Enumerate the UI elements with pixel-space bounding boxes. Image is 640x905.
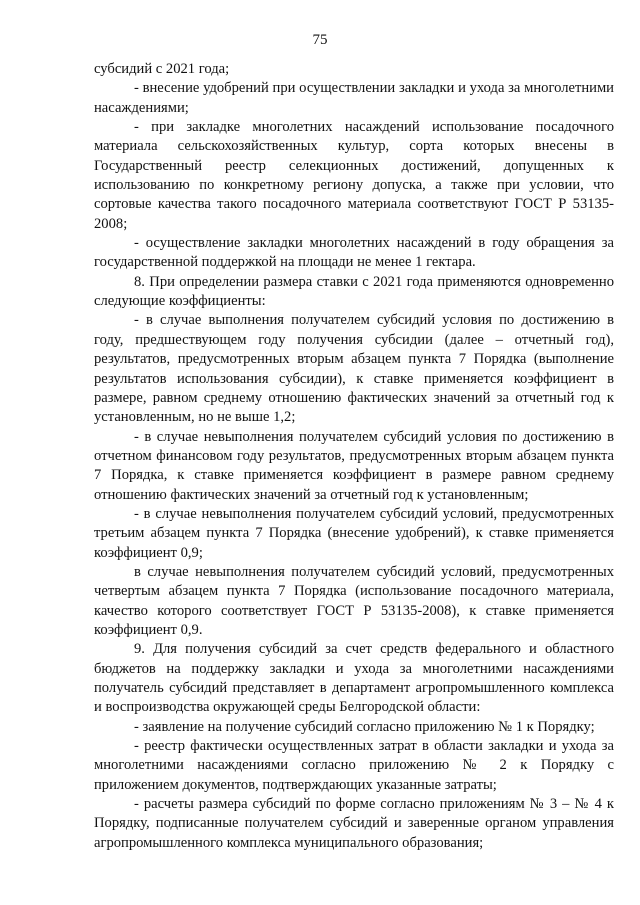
paragraph: - расчеты размера субсидий по форме согласно приложениям № 3 – № 4 к Порядку, подписанные получателем субсидий и заверенные органом управления агропромышленного комплекса муниципального образования; <box>94 796 614 851</box>
paragraph: - в случае невыполнения получателем субсидий условий, предусмотренных третьим абзацем пункта 7 Порядка (внесение удобрений), к ставке применяется коэффициент 0,9; <box>94 505 614 561</box>
paragraph: в случае невыполнения получателем субсидий условий, предусмотренных четвертым абзацем пункта 7 Порядка (использование посадочного материала, качество которого соответствует ГОСТ Р 53135-2008), к ставке применяется коэффициент 0,9. <box>94 563 614 638</box>
paragraph: - в случае выполнения получателем субсидий условия по достижению в году, предшествующем году получения субсидии (далее – отчетный год), результатов, предусмотренных вторым абзацем пункта 7 Порядка (выполнение результатов использования субсидии), к ставке применяется коэффициент в размере, равном среднему отношению фактических значений за отчетный год к установленным, но не выше 1,2; <box>94 312 614 426</box>
paragraph: 8. При определении размера ставки с 2021 года применяются одновременно следующие коэффициенты: <box>94 273 614 310</box>
paragraph: - реестр фактически осуществленных затрат в области закладки и ухода за многолетними насаждениями согласно приложению № 2 к Порядку с приложением документов, подтверждающих указанные затраты; <box>94 738 614 793</box>
paragraph: 9. Для получения субсидий за счет средств федерального и областного бюджетов на поддержку закладки и ухода за многолетними насаждениями получатель субсидий представляет в департамент агропромышленного комплекса и воспроизводства окружающей среды Белгородской области: <box>94 641 614 716</box>
page-number: 75 <box>312 32 328 48</box>
paragraph: - внесение удобрений при осуществлении закладки и ухода за многолетними насаждениями; <box>94 80 614 116</box>
paragraph: - заявление на получение субсидий согласно приложению № 1 к Порядку; <box>134 718 595 735</box>
paragraph: - при закладке многолетних насаждений использование посадочного материала сельскохозяйственных культур, сорта которых внесены в Государственный реестр селекционных достижений, допущенных к использованию по конкретному региону допуска, а также при условии, что сортовые качества такого посадочного материала соответствуют ГОСТ Р 53135-2008; <box>94 119 614 232</box>
paragraph: - в случае невыполнения получателем субсидий условия по достижению в отчетном финансовом году результатов, предусмотренных вторым абзацем пункта 7 Порядка, к ставке применяется коэффициент в размере равном среднему отношению фактических значений за отчетный год к установленным; <box>94 428 614 503</box>
paragraph: - осуществление закладки многолетних насаждений в году обращения за государственной поддержкой на площади не менее 1 гектара. <box>94 235 614 271</box>
paragraph: субсидий с 2021 года; <box>94 61 230 77</box>
document-body <box>94 60 614 853</box>
